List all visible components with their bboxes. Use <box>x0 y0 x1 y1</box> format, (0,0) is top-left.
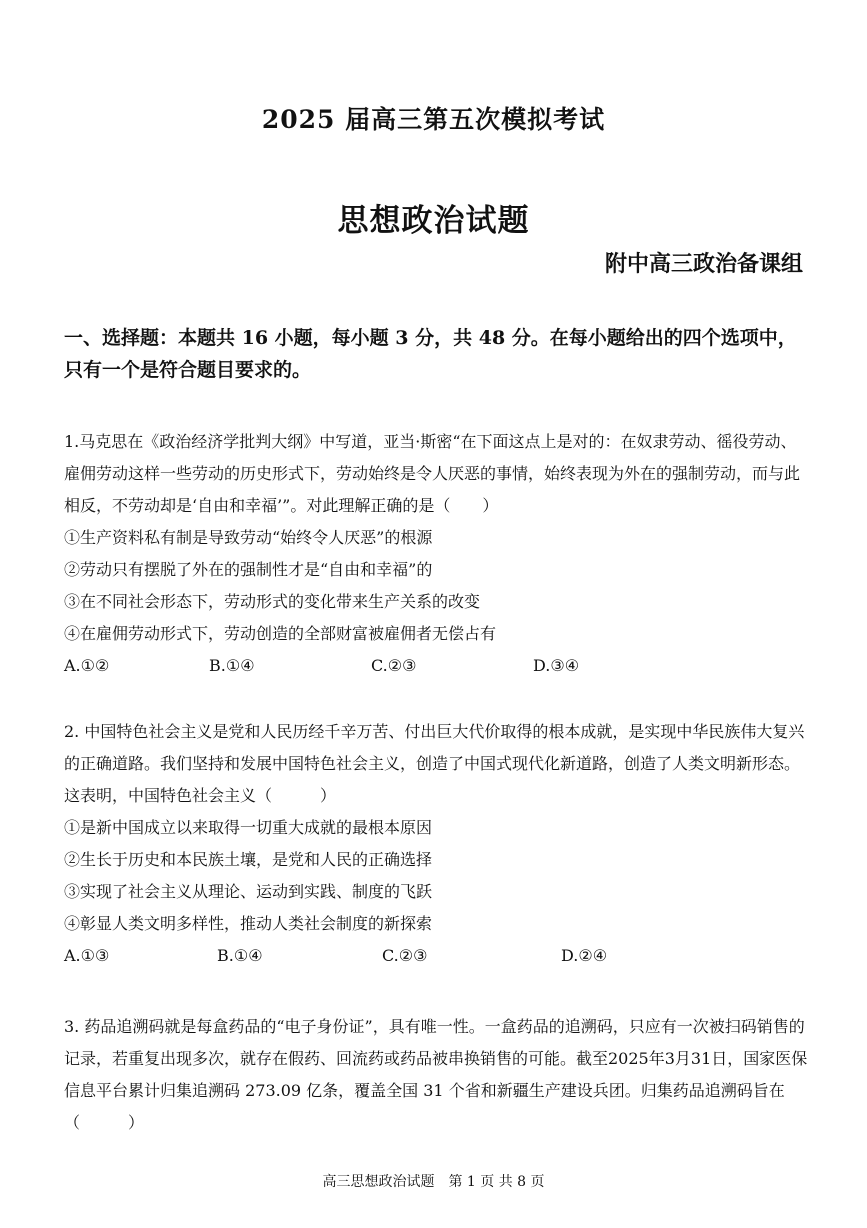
choice-b: B.①④ <box>217 946 263 965</box>
section-instructions: 一、选择题：本题共 16 小题，每小题 3 分，共 48 分。在每小题给出的四个选项中，只有一个是符合题目要求的。 <box>64 327 797 381</box>
page-footer: 高三思想政治试题 第 1 页 共 8 页 <box>322 1174 545 1190</box>
statement-option: ④在雇佣劳动形式下，劳动创造的全部财富被雇佣者无偿占有 <box>64 624 497 643</box>
author-line: 附中高三政治备课组 <box>604 251 803 277</box>
question-stem: 2. 中国特色社会主义是党和人民历经千辛万苦、付出巨大代价取得的根本成就，是实现中华民族伟大复兴的正确道路。我们坚持和发展中国特色社会主义，创造了中国式现代化新道路，创造了人类文明新形态。这表明，中国特色社会主义（ ） <box>64 722 805 805</box>
statement-option: ②劳动只有摆脱了外在的强制性才是“自由和幸福”的 <box>64 560 433 579</box>
choice-d: D.③④ <box>533 656 580 675</box>
statement-option: ①生产资料私有制是导致劳动“始终令人厌恶”的根源 <box>64 528 433 547</box>
question-stem: 3. 药品追溯码就是每盒药品的“电子身份证”，具有唯一性。一盒药品的追溯码，只应有一次被扫码销售的记录，若重复出现多次，就存在假药、回流药或药品被串换销售的可能。截至2025年3月31日，国家医保信息平台累计归集追溯码 273.09 亿条，覆盖全国 31 个省和新疆生产建设兵团。归集药品追溯码旨在（ ） <box>64 1017 808 1132</box>
choice-d: D.②④ <box>561 946 608 965</box>
statement-option: ③在不同社会形态下，劳动形式的变化带来生产关系的改变 <box>64 592 481 611</box>
question-3 <box>64 1011 812 1139</box>
statement-option: ②生长于历史和本民族土壤，是党和人民的正确选择 <box>64 850 433 869</box>
choice-a: A.①③ <box>64 946 110 965</box>
statement-option: ④彰显人类文明多样性，推动人类社会制度的新探索 <box>64 914 433 933</box>
subject-title: 思想政治试题 <box>337 203 530 239</box>
statement-option: ③实现了社会主义从理论、运动到实践、制度的飞跃 <box>64 882 433 901</box>
choice-c: C.②③ <box>382 946 428 965</box>
question-stem: 1.马克思在《政治经济学批判大纲》中写道，亚当·斯密“在下面这点上是对的：在奴隶劳动、徭役劳动、雇佣劳动这样一些劳动的历史形式下，劳动始终是令人厌恶的事情，始终表现为外在的强制劳动，而与此相反，不劳动却是‘自由和幸福’”。对此理解正确的是（ ） <box>64 432 801 515</box>
question-2 <box>64 716 812 972</box>
exam-title: 2025 届高三第五次模拟考试 <box>261 105 606 134</box>
question-1 <box>64 426 812 682</box>
statement-option: ①是新中国成立以来取得一切重大成就的最根本原因 <box>64 818 433 837</box>
answer-choices <box>64 650 812 682</box>
choice-b: B.①④ <box>209 656 255 675</box>
choice-c: C.②③ <box>371 656 417 675</box>
choice-a: A.①② <box>64 656 110 675</box>
answer-choices <box>64 940 812 972</box>
